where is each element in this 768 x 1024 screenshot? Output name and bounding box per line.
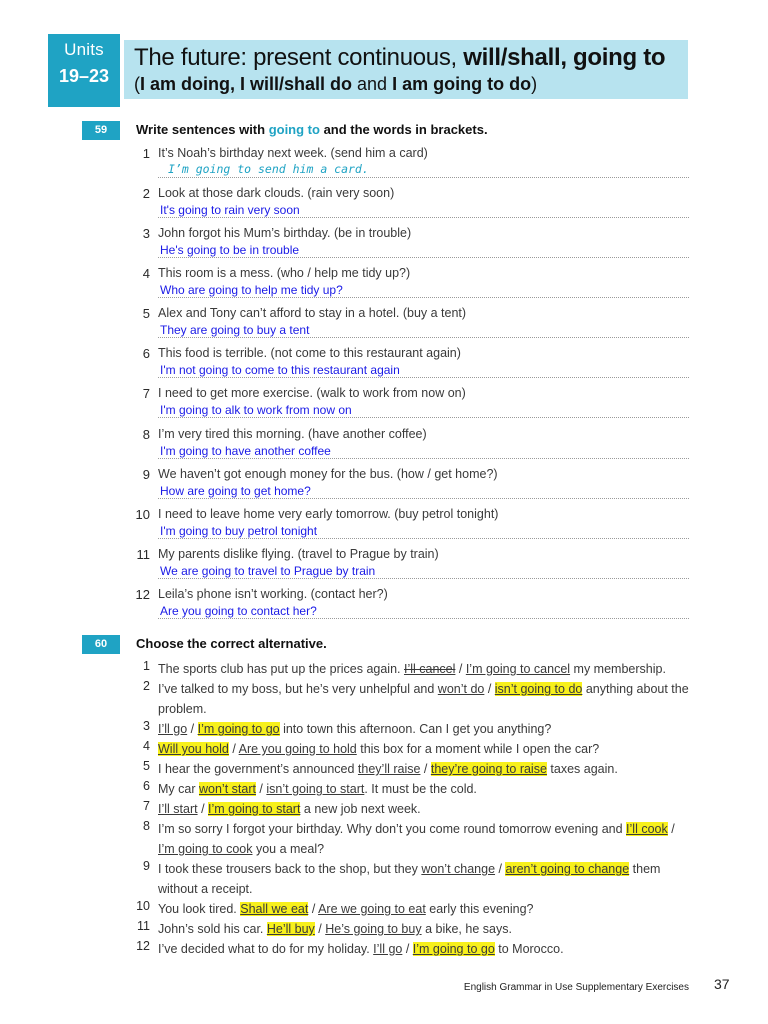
item-number: 7 bbox=[142, 386, 150, 401]
item-number: 12 bbox=[136, 939, 150, 953]
item-number: 12 bbox=[135, 587, 150, 602]
exercise-60-number: 60 bbox=[82, 635, 120, 654]
answer-line bbox=[158, 618, 689, 619]
item-question: I’m very tired this morning. (have another coffee) bbox=[158, 427, 427, 441]
item-number: 9 bbox=[143, 859, 150, 873]
units-label: Units bbox=[64, 40, 104, 59]
item-number: 8 bbox=[143, 819, 150, 833]
units-badge bbox=[48, 34, 120, 107]
option-a[interactable]: Will you hold bbox=[158, 742, 229, 756]
option-a[interactable]: Shall we eat bbox=[240, 902, 309, 916]
item-number: 9 bbox=[142, 467, 150, 482]
answer-field[interactable]: Who are going to help me tidy up? bbox=[160, 283, 343, 297]
option-b[interactable]: I’m going to start bbox=[208, 802, 301, 816]
exercise-59-item bbox=[136, 306, 689, 346]
answer-field[interactable]: He's going to be in trouble bbox=[160, 243, 300, 257]
answer-field[interactable]: We are going to travel to Prague by train bbox=[160, 564, 376, 578]
answer-line bbox=[158, 538, 689, 539]
exercise-59-item bbox=[136, 146, 689, 186]
exercise-59-number: 59 bbox=[82, 121, 120, 140]
item-number: 2 bbox=[143, 679, 150, 693]
item-sentence: John’s sold his car. He’ll buy / He’s going to buy a bike, he says. bbox=[158, 922, 512, 936]
page-title-box bbox=[124, 40, 688, 99]
option-b[interactable]: aren’t going to change bbox=[505, 862, 630, 876]
answer-line bbox=[158, 297, 689, 298]
option-b[interactable]: Are you going to hold bbox=[238, 742, 357, 756]
option-b[interactable]: I’m going to go bbox=[197, 722, 280, 736]
page-subtitle: (I am doing, I will/shall do and I am going to do) bbox=[134, 74, 538, 94]
option-b[interactable]: I’m going to cook bbox=[158, 842, 253, 856]
option-b[interactable]: isn’t going to start bbox=[266, 782, 365, 796]
exercise-59-item bbox=[136, 346, 689, 386]
page-number: 37 bbox=[714, 976, 730, 992]
option-b[interactable]: I’m going to go bbox=[412, 942, 495, 956]
answer-field[interactable]: How are going to get home? bbox=[160, 484, 311, 498]
item-sentence: I’ve decided what to do for my holiday. I’ll go / I’m going to go to Morocco. bbox=[158, 942, 564, 956]
item-question: I need to get more exercise. (walk to work from now on) bbox=[158, 386, 466, 400]
option-a[interactable]: He’ll buy bbox=[266, 922, 315, 936]
answer-field[interactable]: Are you going to contact her? bbox=[160, 604, 317, 618]
item-sentence: I’ve talked to my boss, but he’s very unhelpful and won’t do / isn’t going to do anything about the problem. bbox=[158, 682, 689, 716]
item-number: 2 bbox=[142, 186, 150, 201]
answer-field[interactable]: I'm going to have another coffee bbox=[160, 444, 331, 458]
item-sentence: You look tired. Shall we eat / Are we going to eat early this evening? bbox=[158, 902, 534, 916]
option-a[interactable]: won’t change bbox=[421, 862, 496, 876]
item-number: 8 bbox=[142, 427, 150, 442]
exercise-59-item bbox=[136, 266, 689, 306]
answer-field[interactable]: I’m going to send him a card. bbox=[168, 162, 369, 176]
page-title: The future: present continuous, will/shall, going to bbox=[134, 44, 666, 71]
exercise-59-item bbox=[136, 386, 689, 426]
item-question: This food is terrible. (not come to this restaurant again) bbox=[158, 346, 461, 360]
option-a[interactable]: I’ll go bbox=[373, 942, 403, 956]
exercise-59-item bbox=[136, 507, 689, 547]
item-number: 11 bbox=[137, 919, 150, 933]
exercise-59-item bbox=[136, 427, 689, 467]
answer-field[interactable]: I'm going to alk to work from now on bbox=[160, 403, 352, 417]
option-a[interactable]: they’ll raise bbox=[357, 762, 421, 776]
item-number: 5 bbox=[142, 306, 150, 321]
item-question: This room is a mess. (who / help me tidy up?) bbox=[158, 266, 411, 280]
answer-line bbox=[158, 498, 689, 499]
item-sentence: I’ll go / I’m going to go into town this afternoon. Can I get you anything? bbox=[158, 722, 552, 736]
item-question: Look at those dark clouds. (rain very soon) bbox=[158, 186, 395, 200]
option-b[interactable]: I’m going to cancel bbox=[465, 662, 571, 676]
item-number: 5 bbox=[143, 759, 150, 773]
answer-line bbox=[158, 578, 689, 579]
item-number: 4 bbox=[142, 266, 150, 281]
answer-line bbox=[158, 177, 689, 178]
option-b[interactable]: they’re going to raise bbox=[430, 762, 547, 776]
book-title-footer: English Grammar in Use Supplementary Exercises bbox=[463, 982, 689, 993]
item-question: Leila’s phone isn’t working. (contact her?) bbox=[158, 587, 388, 601]
item-number: 1 bbox=[142, 146, 150, 161]
exercise-59-item bbox=[136, 467, 689, 507]
item-sentence: Will you hold / Are you going to hold this box for a moment while I open the car? bbox=[158, 742, 600, 756]
units-range: 19–23 bbox=[58, 66, 110, 86]
item-question: I need to leave home very early tomorrow. (buy petrol tonight) bbox=[158, 507, 499, 521]
item-sentence: My car won’t start / isn’t going to start. It must be the cold. bbox=[158, 782, 477, 796]
answer-field[interactable]: I'm going to buy petrol tonight bbox=[160, 524, 318, 538]
exercise-60-instruction: Choose the correct alternative. bbox=[136, 636, 327, 651]
option-b[interactable]: isn’t going to do bbox=[494, 682, 583, 696]
answer-field[interactable]: It's going to rain very soon bbox=[160, 203, 300, 217]
item-question: It’s Noah’s birthday next week. (send him a card) bbox=[158, 146, 428, 160]
item-number: 3 bbox=[143, 719, 150, 733]
option-b[interactable]: He’s going to buy bbox=[325, 922, 422, 936]
item-sentence: I’m so sorry I forgot your birthday. Why don’t you come round tomorrow evening and I’ll cook / I’m going to cook you a meal? bbox=[158, 822, 675, 856]
exercise-59-instruction: Write sentences with going to and the words in brackets. bbox=[136, 122, 488, 137]
item-question: Alex and Tony can’t afford to stay in a hotel. (buy a tent) bbox=[158, 306, 467, 320]
item-number: 11 bbox=[136, 547, 150, 562]
item-question: My parents dislike flying. (travel to Prague by train) bbox=[158, 547, 439, 561]
answer-line bbox=[158, 257, 689, 258]
answer-line bbox=[158, 217, 689, 218]
answer-line bbox=[158, 458, 689, 459]
item-number: 10 bbox=[136, 899, 150, 913]
option-b[interactable]: Are we going to eat bbox=[318, 902, 426, 916]
item-number: 4 bbox=[143, 739, 150, 753]
item-sentence: I’ll start / I’m going to start a new job next week. bbox=[158, 802, 421, 816]
item-number: 6 bbox=[143, 779, 150, 793]
item-sentence: I hear the government’s announced they’ll raise / they’re going to raise taxes again. bbox=[158, 762, 618, 776]
item-number: 6 bbox=[142, 346, 150, 361]
item-sentence: I took these trousers back to the shop, but they won’t change / aren’t going to change them without a receipt. bbox=[158, 862, 661, 896]
answer-line bbox=[158, 417, 689, 418]
option-a[interactable]: won’t start bbox=[198, 782, 256, 796]
answer-field[interactable]: I'm not going to come to this restaurant again bbox=[160, 363, 400, 377]
exercise-59-item bbox=[136, 547, 689, 587]
option-a[interactable]: I’ll cook bbox=[626, 822, 668, 836]
option-a[interactable]: I’ll cancel bbox=[403, 662, 456, 676]
item-number: 1 bbox=[143, 659, 150, 673]
answer-field[interactable]: They are going to buy a tent bbox=[160, 323, 310, 337]
item-question: We haven’t got enough money for the bus. (how / get home?) bbox=[158, 467, 498, 481]
item-question: John forgot his Mum’s birthday. (be in trouble) bbox=[158, 226, 412, 240]
option-a[interactable]: I’ll go bbox=[158, 722, 188, 736]
answer-line bbox=[158, 377, 689, 378]
item-number: 10 bbox=[135, 507, 150, 522]
exercise-59-item bbox=[136, 587, 689, 627]
item-sentence: The sports club has put up the prices again. I’ll cancel / I’m going to cancel my membership. bbox=[158, 662, 666, 676]
option-a[interactable]: I’ll start bbox=[158, 802, 198, 816]
item-number: 3 bbox=[142, 226, 150, 241]
item-number: 7 bbox=[143, 799, 150, 813]
exercise-59-item bbox=[136, 226, 689, 266]
exercise-59-item bbox=[136, 186, 689, 226]
answer-line bbox=[158, 337, 689, 338]
option-a[interactable]: won’t do bbox=[437, 682, 485, 696]
